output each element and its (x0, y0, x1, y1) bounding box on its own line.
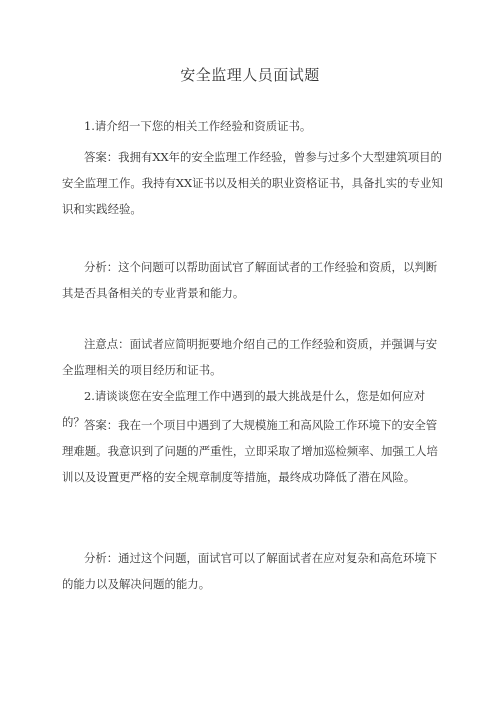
document-title: 安全监理人员面试题 (180, 66, 320, 84)
question-1: 1.请介绍一下您的相关工作经验和资质证书。 (84, 119, 312, 133)
note-1: 注意点：面试者应简明扼要地介绍自己的工作经验和资质，并强调与安全监理相关的项目经历和证书。 (62, 337, 438, 377)
analysis-1: 分析：这个问题可以帮助面试官了解面试者的工作经验和资质，以判断其是否具备相关的专业背景和能力。 (62, 260, 438, 300)
answer-2: 答案：我在一个项目中遇到了大规模施工和高风险工作环境下的安全管理难题。我意识到了问题的严重性，立即采取了增加巡检频率、加强工人培训以及设置更严格的安全规章制度等措施，最终成功降低了潜在风险。 (62, 418, 438, 484)
analysis-2: 分析：通过这个问题，面试官可以了解面试者在应对复杂和高危环境下的能力以及解决问题的能力。 (62, 551, 438, 591)
question-2: 2.请谈谈您在安全监理工作中遇到的最大挑战是什么，您是如何应对的？ (62, 389, 426, 429)
answer-1: 答案：我拥有XX年的安全监理工作经验，曾参与过多个大型建筑项目的安全监理工作。我持有XX证书以及相关的职业资格证书，具备扎实的专业知识和实践经验。 (62, 150, 443, 216)
